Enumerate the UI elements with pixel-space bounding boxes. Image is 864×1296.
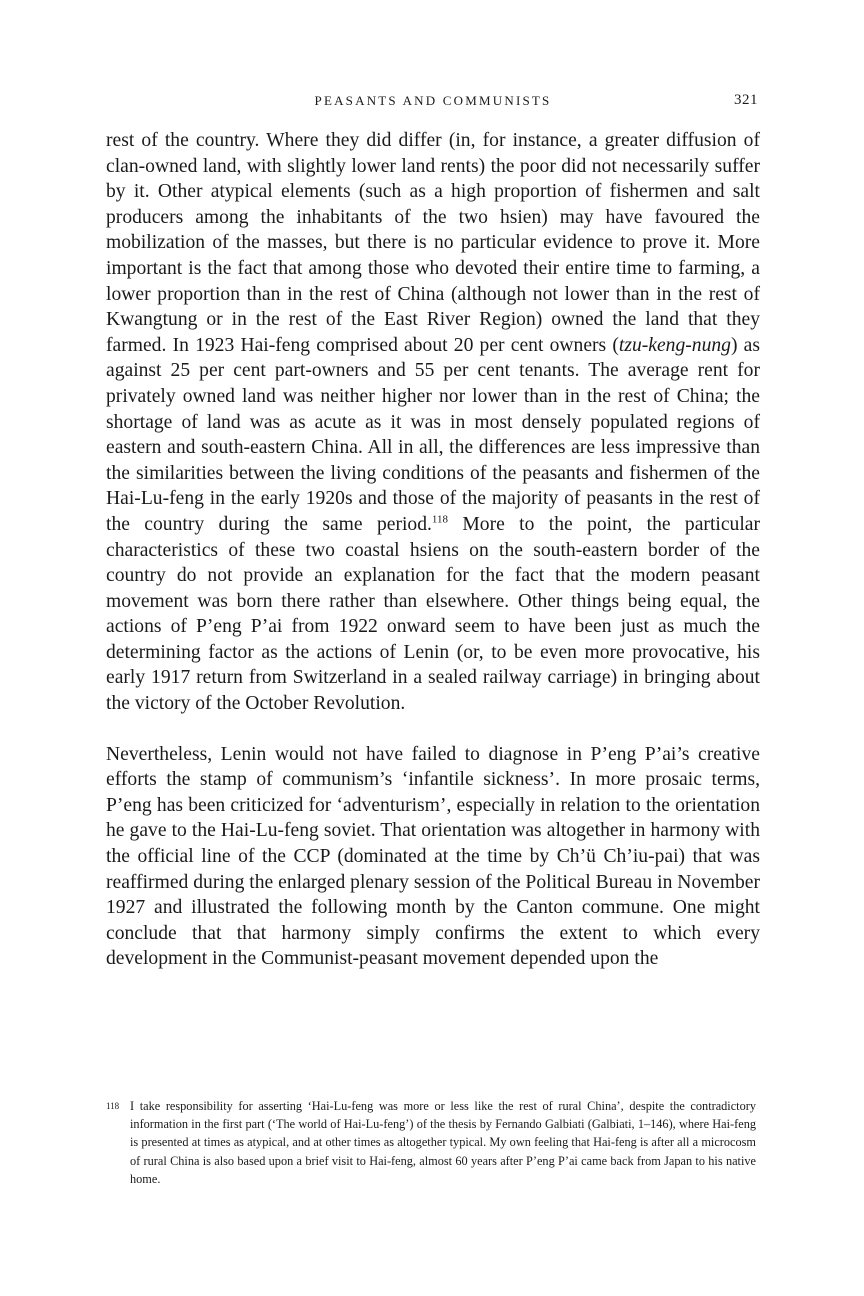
page-number: 321	[734, 92, 758, 108]
page-header	[106, 92, 760, 112]
paragraph-2-text: Nevertheless, Lenin would not have failed to diagnose in P’eng P’ai’s creative efforts the stamp of communism’s ‘infantile sickness’. In more prosaic terms, P’eng has been criticized for ‘adventurism’, especially in relation to the orientation he gave to the Hai-Lu-feng soviet. That orientation was altogether in harmony with the official line of the CCP (dominated at the time by Ch’ü Ch’iu-pai) that was reaffirmed during the enlarged plenary session of the Political Bureau in November 1927 and illustrated the following month by the Canton commune. One might conclude that that harmony simply confirms the extent to which every development in the Communist-peasant movement depended upon the	[106, 743, 760, 970]
footnote	[106, 1097, 756, 1188]
footnote-number: 118	[106, 1101, 120, 1111]
paragraph-1-text-b: ) as against 25 per cent part-owners and 55 per cent tenants. The average rent for privately owned land was neither higher nor lower than in the rest of China; the shortage of land was as acute as it was in most densely populated regions of eastern and south-eastern China. All in all, the differences are less impressive than the similarities between the living conditions of the peasants and fishermen of the Hai-Lu-feng in the early 1920s and those of the majority of peasants in the rest of the country during the same period.	[106, 334, 760, 535]
paragraph-1-text-c: More to the point, the particular characteristics of these two coastal hsiens on the south-eastern border of the country do not provide an explanation for the fact that the modern peasant movement was born there rather than elsewhere. Other things being equal, the actions of P’eng P’ai from 1922 onward seem to have been just as much the determining factor as the actions of Lenin (or, to be even more provocative, his early 1917 return from Switzerland in a sealed railway carriage) in bringing about the victory of the October Revolution.	[106, 513, 760, 715]
paragraph-1-text-a: rest of the country. Where they did differ (in, for instance, a greater diffusion of clan-owned land, with slightly lower land rents) the poor did not necessarily suffer by it. Other atypical elements (such as a high proportion of fishermen and salt producers among the inhabitants of the two hsien) may have favoured the mobilization of the masses, but there is no particular evidence to prove it. More important is the fact that among those who devoted their entire time to farming, a lower proportion than in the rest of China (although not lower than in the rest of Kwangtung or in the rest of the East River Region) owned the land that they farmed. In 1923 Hai-feng comprised about 20 per cent owners (	[106, 130, 760, 356]
footnote-text: I take responsibility for asserting ‘Hai-Lu-feng was more or less like the rest of rural China’, despite the contradictory information in the first part (‘The world of Hai-Lu-feng’) of the thesis by Fernando Galbiati (Galbiati, 1–146), where Hai-feng is presented at times as atypical, and at other times as altogether typical. My own feeling that Hai-feng is after all a microcosm of rural China is also based upon a brief visit to Hai-feng, almost 60 years after P’eng P’ai came back from Japan to his native home.	[130, 1099, 756, 1186]
footnote-reference[interactable]: 118	[431, 513, 449, 526]
main-text	[106, 128, 760, 972]
paragraph-1-italic-term: tzu-keng-nung	[618, 334, 731, 356]
running-title: PEASANTS AND COMMUNISTS	[314, 93, 552, 108]
paragraph-2	[106, 742, 760, 972]
paragraph-1	[106, 128, 760, 717]
